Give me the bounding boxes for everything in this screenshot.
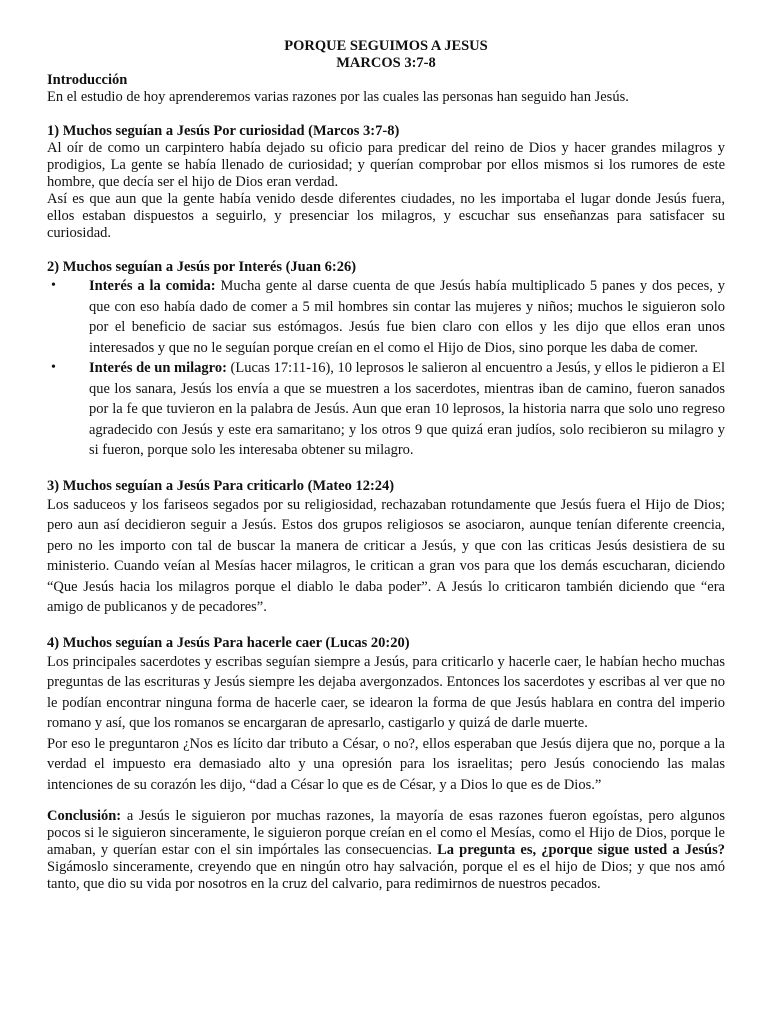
bullet-icon: • xyxy=(51,360,56,375)
section2-bullet-list xyxy=(47,276,725,461)
bullet-icon: • xyxy=(51,278,56,293)
conclusion-text1: a Jesús le siguieron por muchas razones, la mayoría de esas razones fueron egoístas, pero algunos pocos si le siguieron sinceramente, le siguieron porque creían en el como el Mesías, como el Hijo de Dios, porque le amaban, y querían estar con el sin impórtales las consecuencias. xyxy=(47,808,725,858)
bullet-interes-milagro xyxy=(47,358,725,461)
bullet-text: Mucha gente al darse cuenta de que Jesús había multiplicado 5 panes y dos peces, y que con eso había dado de comer a 5 mil hombres sin contar las mujeres y niños; muchos le siguieron solo por el beneficio de saciar sus estómagos. Jesús fue bien claro con ellos y les dijo que ellos eran unos interesados y que no le seguían porque creían en el como el Hijo de Dios, sino porque les daba de comer. xyxy=(89,278,725,356)
bullet-interes-comida xyxy=(47,276,725,358)
bullet-label: Interés de un milagro: xyxy=(89,360,227,376)
section1-para2: Así es que aun que la gente había venido desde diferentes ciudades, no les importaba el lugar donde Jesús fuera, ellos estaban dispuestos a seguirlo, y presenciar los milagros, y escuchar sus enseñanzas para satisfacer su curiosidad. xyxy=(47,191,725,241)
document-page xyxy=(47,38,725,893)
intro-text: En el estudio de hoy aprenderemos varias razones por las cuales las personas han seguido han Jesús. xyxy=(47,89,629,105)
section4-para1: Los principales sacerdotes y escribas seguían siempre a Jesús, para criticarlo y hacerle caer, le habían hecho muchas preguntas de las escrituras y Jesús siempre les dejaba avergonzados. Entonces los sacerdotes y escribas al ver que no le podían encontrar ninguna forma de hacerle caer, se idearon la forma de que Jesús hablara en contra del imperio romano y así, que los romanos se encargaran de apresarlo, castigarlo y quizá de darle muerte. xyxy=(47,653,725,731)
section3-para1: Los saduceos y los fariseos segados por su religiosidad, rechazaban rotundamente que Jesús fuera el Hijo de Dios; pero aun así decidieron seguir a Jesús. Estos dos grupos religiosos se asociaron, aunque tenían diferente creencia, pero no les importo con tal de buscar la manera de criticar a Jesús, y que con las criticas Jesús desistiera de su ministerio. Cuando veían al Mesías hacer milagros, le critican a gran vos para que los demás escucharan, diciendo “Que Jesús hacia los milagros porque el diablo le daba poder”. A Jesús lo criticaron también diciendo que “era amigo de publicanos y de pecadores”. xyxy=(47,496,725,615)
document-subtitle: MARCOS 3:7-8 xyxy=(336,55,436,71)
section3 xyxy=(47,478,725,618)
section1-heading: 1) Muchos seguían a Jesús Por curiosidad (Marcos 3:7-8) xyxy=(47,123,400,139)
conclusion-question: La pregunta es, ¿porque sigue usted a Jesús? xyxy=(437,842,725,858)
section1-para1: Al oír de como un carpintero había dejado su oficio para predicar del reino de Dios y hacer grandes milagros y prodigios, La gente se había llenado de curiosidad; y querían comprobar por ellos mismos si los rumores de este hombre, que decía ser el hijo de Dios eran verdad. xyxy=(47,140,725,190)
section4-para2: Por eso le preguntaron ¿Nos es lícito dar tributo a César, o no?, ellos esperaban que Jesús dijera que no, porque a la verdad el impuesto era demasiado alto y una opresión para los israelitas; pero Jesús conociendo las malas intenciones de su corazón les dijo, “dad a César lo que es de César, y a Dios lo que es de Dios.” xyxy=(47,735,725,793)
intro-heading: Introducción xyxy=(47,72,128,88)
section4 xyxy=(47,635,725,796)
document-title: PORQUE SEGUIMOS A JESUS xyxy=(284,38,488,54)
section4-heading: 4) Muchos seguían a Jesús Para hacerle caer (Lucas 20:20) xyxy=(47,634,410,651)
bullet-text: (Lucas 17:11-16), 10 leprosos le salieron al encuentro a Jesús, y ellos le pidieron a El que los sanara, Jesús los envía a que se muestren a los sacerdotes, mientras iban de camino, fueron sanados por la fe que tuvieron en la palabra de Jesús. Aun que eran 10 leprosos, la historia narra que solo uno regreso agradecido con Jesús y este era samaritano; y los otros 9 que quizá eran judíos, solo recibieron su milagro y si fueron, porque solo les interesaba obtener su milagro. xyxy=(89,360,725,458)
conclusion-text2: Sigámoslo sinceramente, creyendo que en ningún otro hay salvación, porque el es el hijo de Dios; y que nos amó tanto, que dio su vida por nosotros en la cruz del calvario, para redimirnos de nuestros pecados. xyxy=(47,859,725,892)
section2-heading: 2) Muchos seguían a Jesús por Interés (Juan 6:26) xyxy=(47,259,357,275)
bullet-label: Interés a la comida: xyxy=(89,278,216,294)
conclusion-paragraph xyxy=(47,808,725,893)
conclusion-label: Conclusión: xyxy=(47,808,122,824)
section3-heading: 3) Muchos seguían a Jesús Para criticarlo (Mateo 12:24) xyxy=(47,477,395,494)
